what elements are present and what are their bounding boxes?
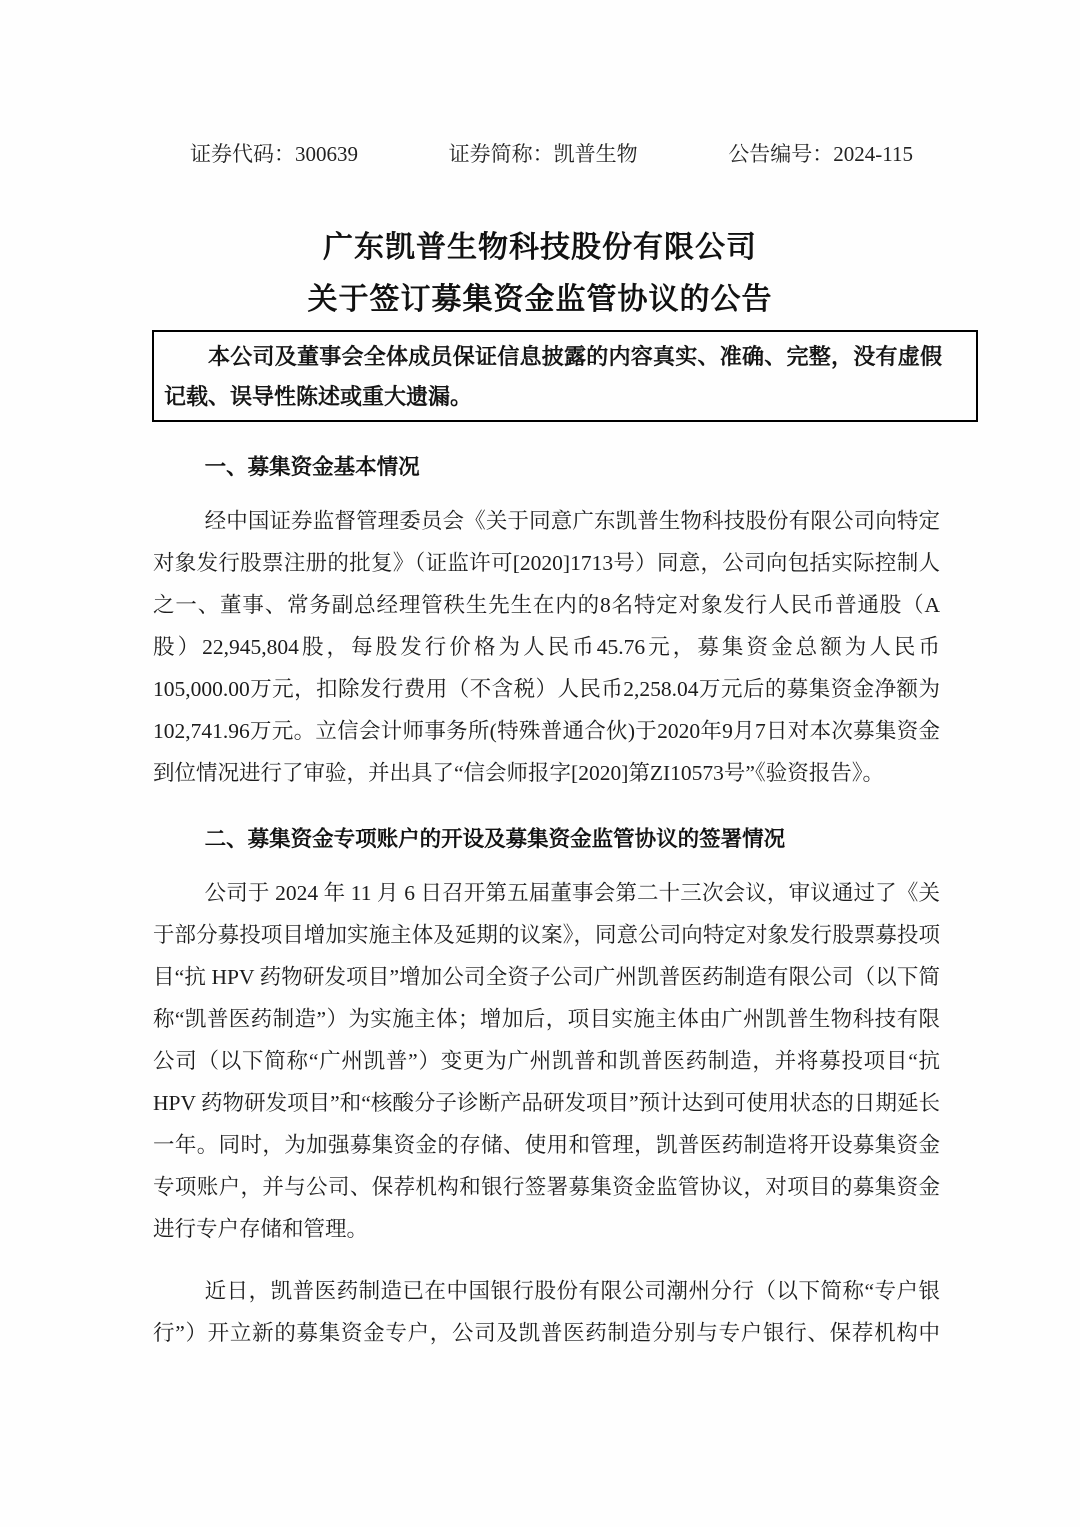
section-1-heading: 一、募集资金基本情况 (204, 455, 420, 479)
disclaimer-text: 本公司及董事会全体成员保证信息披露的内容真实、准确、完整，没有虚假记载、误导性陈述或重大遗漏。 (164, 344, 942, 409)
announcement-subject-title-line: 关于签订募集资金监管协议的公告 (307, 283, 773, 316)
document-title (0, 222, 1080, 326)
announcement-number-label: 公告编号：2024-115 (728, 142, 913, 166)
company-name-title-line: 广东凯普生物科技股份有限公司 (323, 231, 757, 264)
stock-short-name-label: 证券简称：凯普生物 (448, 142, 638, 166)
section-2-paragraph-1: 公司于 2024 年 11 月 6 日召开第五届董事会第二十三次会议，审议通过了《关于部分募投项目增加实施主体及延期的议案》，同意公司向特定对象发行股票募投项目“抗 HPV 药物研发项目”增加公司全资子公司广州凯普医药制造有限公司（以下简称“凯普医药制造”）为实施主体；增加后，项目实施主体由广州凯普生物科技有限公司（以下简称“广州凯普”）变更为广州凯普和凯普医药制造，并将募投项目“抗 HPV 药物研发项目”和“核酸分子诊断产品研发项目”预计达到可使用状态的日期延长一年。同时，为加强募集资金的存储、使用和管理，凯普医药制造将开设募集资金专项账户，并与公司、保荐机构和银行签署募集资金监管协议，对项目的募集资金进行专户存储和管理。 (153, 881, 940, 1241)
section-2-paragraph-2: 近日，凯普医药制造已在中国银行股份有限公司潮州分行（以下简称“专户银行”）开立新的募集资金专户，公司及凯普医药制造分别与专户银行、保荐机构中 (153, 1279, 940, 1345)
disclaimer-box (152, 330, 978, 422)
section-1-paragraph-1: 经中国证券监督管理委员会《关于同意广东凯普生物科技股份有限公司向特定对象发行股票注册的批复》（证监许可[2020]1713号）同意，公司向包括实际控制人之一、董事、常务副总经理管秩生先生在内的8名特定对象发行人民币普通股（A股）22,945,804股，每股发行价格为人民币45.76元，募集资金总额为人民币105,000.00万元，扣除发行费用（不含税）人民币2,258.04万元后的募集资金净额为102,741.96万元。立信会计师事务所(特殊普通合伙)于2020年9月7日对本次募集资金到位情况进行了审验，并出具了“信会师报字[2020]第ZI10573号”《验资报告》。 (153, 509, 940, 785)
section-2-heading: 二、募集资金专项账户的开设及募集资金监管协议的签署情况 (204, 827, 786, 851)
document-body (153, 446, 940, 1354)
stock-code-label: 证券代码：300639 (190, 142, 358, 166)
document-meta-row (190, 142, 913, 166)
